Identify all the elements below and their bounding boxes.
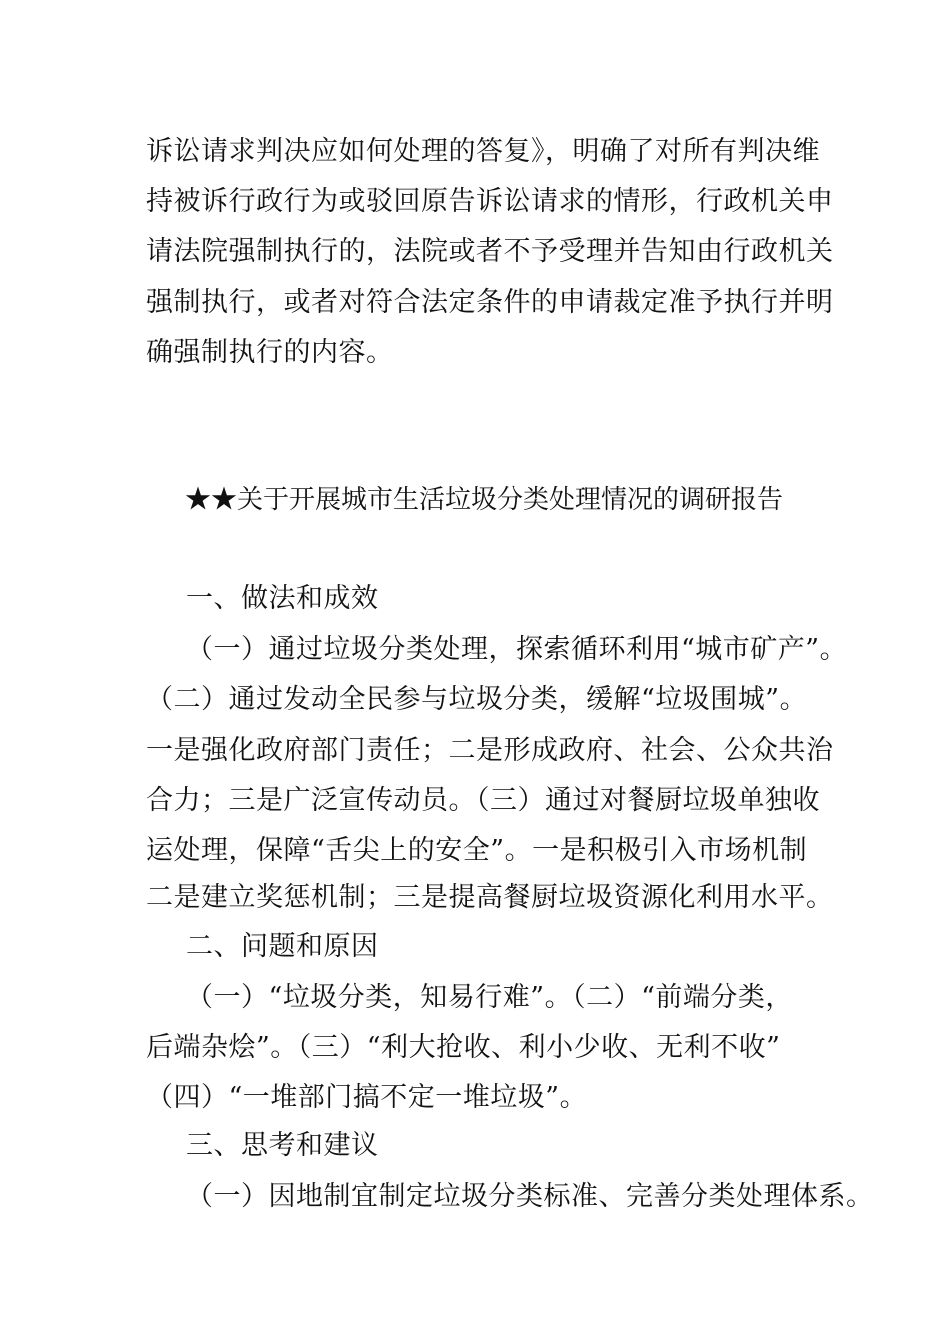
body-line: 后端杂烩”。（三）“利大抢收、利小少收、无利不收” <box>146 1032 781 1063</box>
body-line: 二是建立奖惩机制；三是提高餐厨垃圾资源化利用水平。 <box>146 882 834 913</box>
intro-line: 确强制执行的内容。 <box>146 337 394 368</box>
intro-line: 诉讼请求判决应如何处理的答复》，明确了对所有判决维 <box>146 136 820 167</box>
intro-line: 持被诉行政行为或驳回原告诉讼请求的情形，行政机关申 <box>146 186 834 217</box>
body-line: 运处理，保障“舌尖上的安全”。一是积极引入市场机制 <box>146 835 808 866</box>
body-line: 一是强化政府部门责任；二是形成政府、社会、公众共治 <box>146 735 834 766</box>
body-line: （二）通过发动全民参与垃圾分类，缓解“垃圾围城”。 <box>146 684 808 715</box>
section-heading: 三、思考和建议 <box>186 1130 379 1161</box>
body-line: （一）通过垃圾分类处理，探索循环利用“城市矿产”。 <box>186 634 848 665</box>
report-title: ★★关于开展城市生活垃圾分类处理情况的调研报告 <box>185 485 784 515</box>
body-line: 合力；三是广泛宣传动员。（三）通过对餐厨垃圾单独收 <box>146 785 820 816</box>
body-line: （一）“垃圾分类，知易行难”。（二）“前端分类， <box>186 982 793 1013</box>
body-line: （一）因地制宜制定垃圾分类标准、完善分类处理体系。 <box>186 1181 874 1212</box>
section-heading: 一、做法和成效 <box>186 583 379 614</box>
section-heading: 二、问题和原因 <box>186 931 379 962</box>
intro-line: 请法院强制执行的，法院或者不予受理并告知由行政机关 <box>146 236 834 267</box>
intro-line: 强制执行，或者对符合法定条件的申请裁定准予执行并明 <box>146 287 834 318</box>
body-line: （四）“一堆部门搞不定一堆垃圾”。 <box>146 1082 588 1113</box>
